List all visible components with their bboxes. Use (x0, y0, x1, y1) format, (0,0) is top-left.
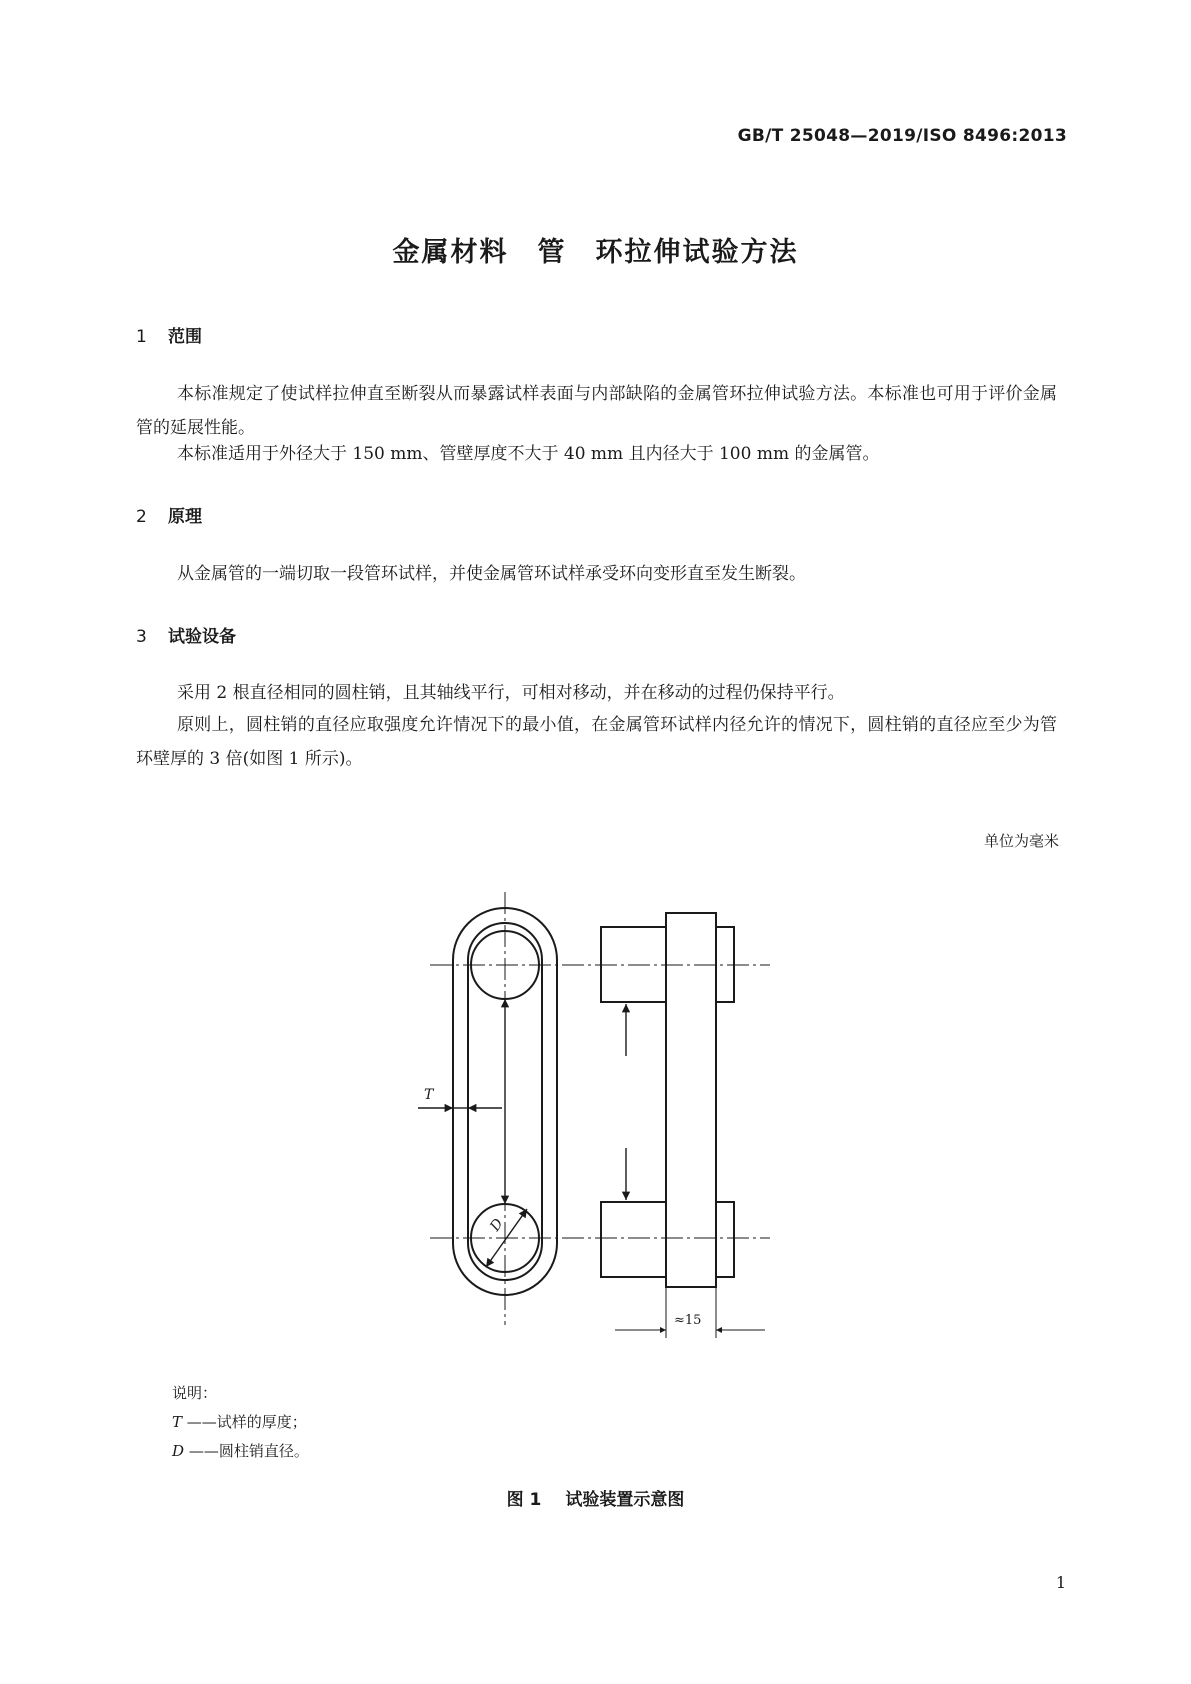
specimen-side (666, 913, 716, 1287)
legend-symbol: D (172, 1442, 185, 1460)
section-title: 原理 (168, 507, 202, 527)
legend-text: ——圆柱销直径。 (188, 1442, 309, 1460)
paragraph: 本标准适用于外径大于 150 mm、管壁厚度不大于 40 mm 且内径大于 100 mm 的金属管。 (177, 444, 880, 464)
legend-item (172, 1411, 307, 1432)
lower-pin-side-left (601, 1202, 666, 1277)
section-title: 试验设备 (168, 627, 236, 647)
paragraph: 原则上，圆柱销的直径应取强度允许情况下的最小值，在金属管环试样内径允许的情况下，圆柱销的直径应至少为管环壁厚的 3 倍(如图 1 所示)。 (136, 715, 1057, 769)
paragraph: 本标准规定了使试样拉伸直至断裂从而暴露试样表面与内部缺陷的金属管环拉伸试验方法。本标准也可用于评价金属管的延展性能。 (136, 384, 1057, 438)
section-number: 3 (136, 627, 147, 647)
section-title: 范围 (168, 327, 202, 347)
legend-title: 说明： (172, 1384, 218, 1402)
legend-symbol: T (172, 1413, 183, 1431)
document-title: 金属材料 管 环拉伸试验方法 (392, 237, 799, 268)
paragraph: 采用 2 根直径相同的圆柱销，且其轴线平行，可相对移动，并在移动的过程仍保持平行。 (177, 683, 845, 703)
paragraph: 从金属管的一端切取一段管环试样，并使金属管环试样承受环向变形直至发生断裂。 (177, 564, 806, 584)
apparatus-side-view (601, 913, 734, 1287)
page-number: 1 (1055, 1573, 1066, 1592)
legend-text: ——试样的厚度； (186, 1413, 307, 1431)
figure-title: 试验装置示意图 (565, 1490, 685, 1510)
figure-caption (0, 1485, 1191, 1510)
unit-note: 单位为毫米 (983, 832, 1059, 850)
label-T: T (424, 1087, 434, 1103)
label-D: D (487, 1215, 507, 1235)
standard-code: GB/T 25048—2019/ISO 8496:2013 (737, 126, 1067, 146)
lower-pin-side-right (716, 1202, 734, 1277)
dimension-label: ≈15 (674, 1313, 702, 1328)
figure-number: 图 1 (506, 1490, 542, 1510)
legend-item (172, 1440, 309, 1461)
section-number: 2 (136, 507, 147, 527)
section-number: 1 (136, 327, 147, 347)
